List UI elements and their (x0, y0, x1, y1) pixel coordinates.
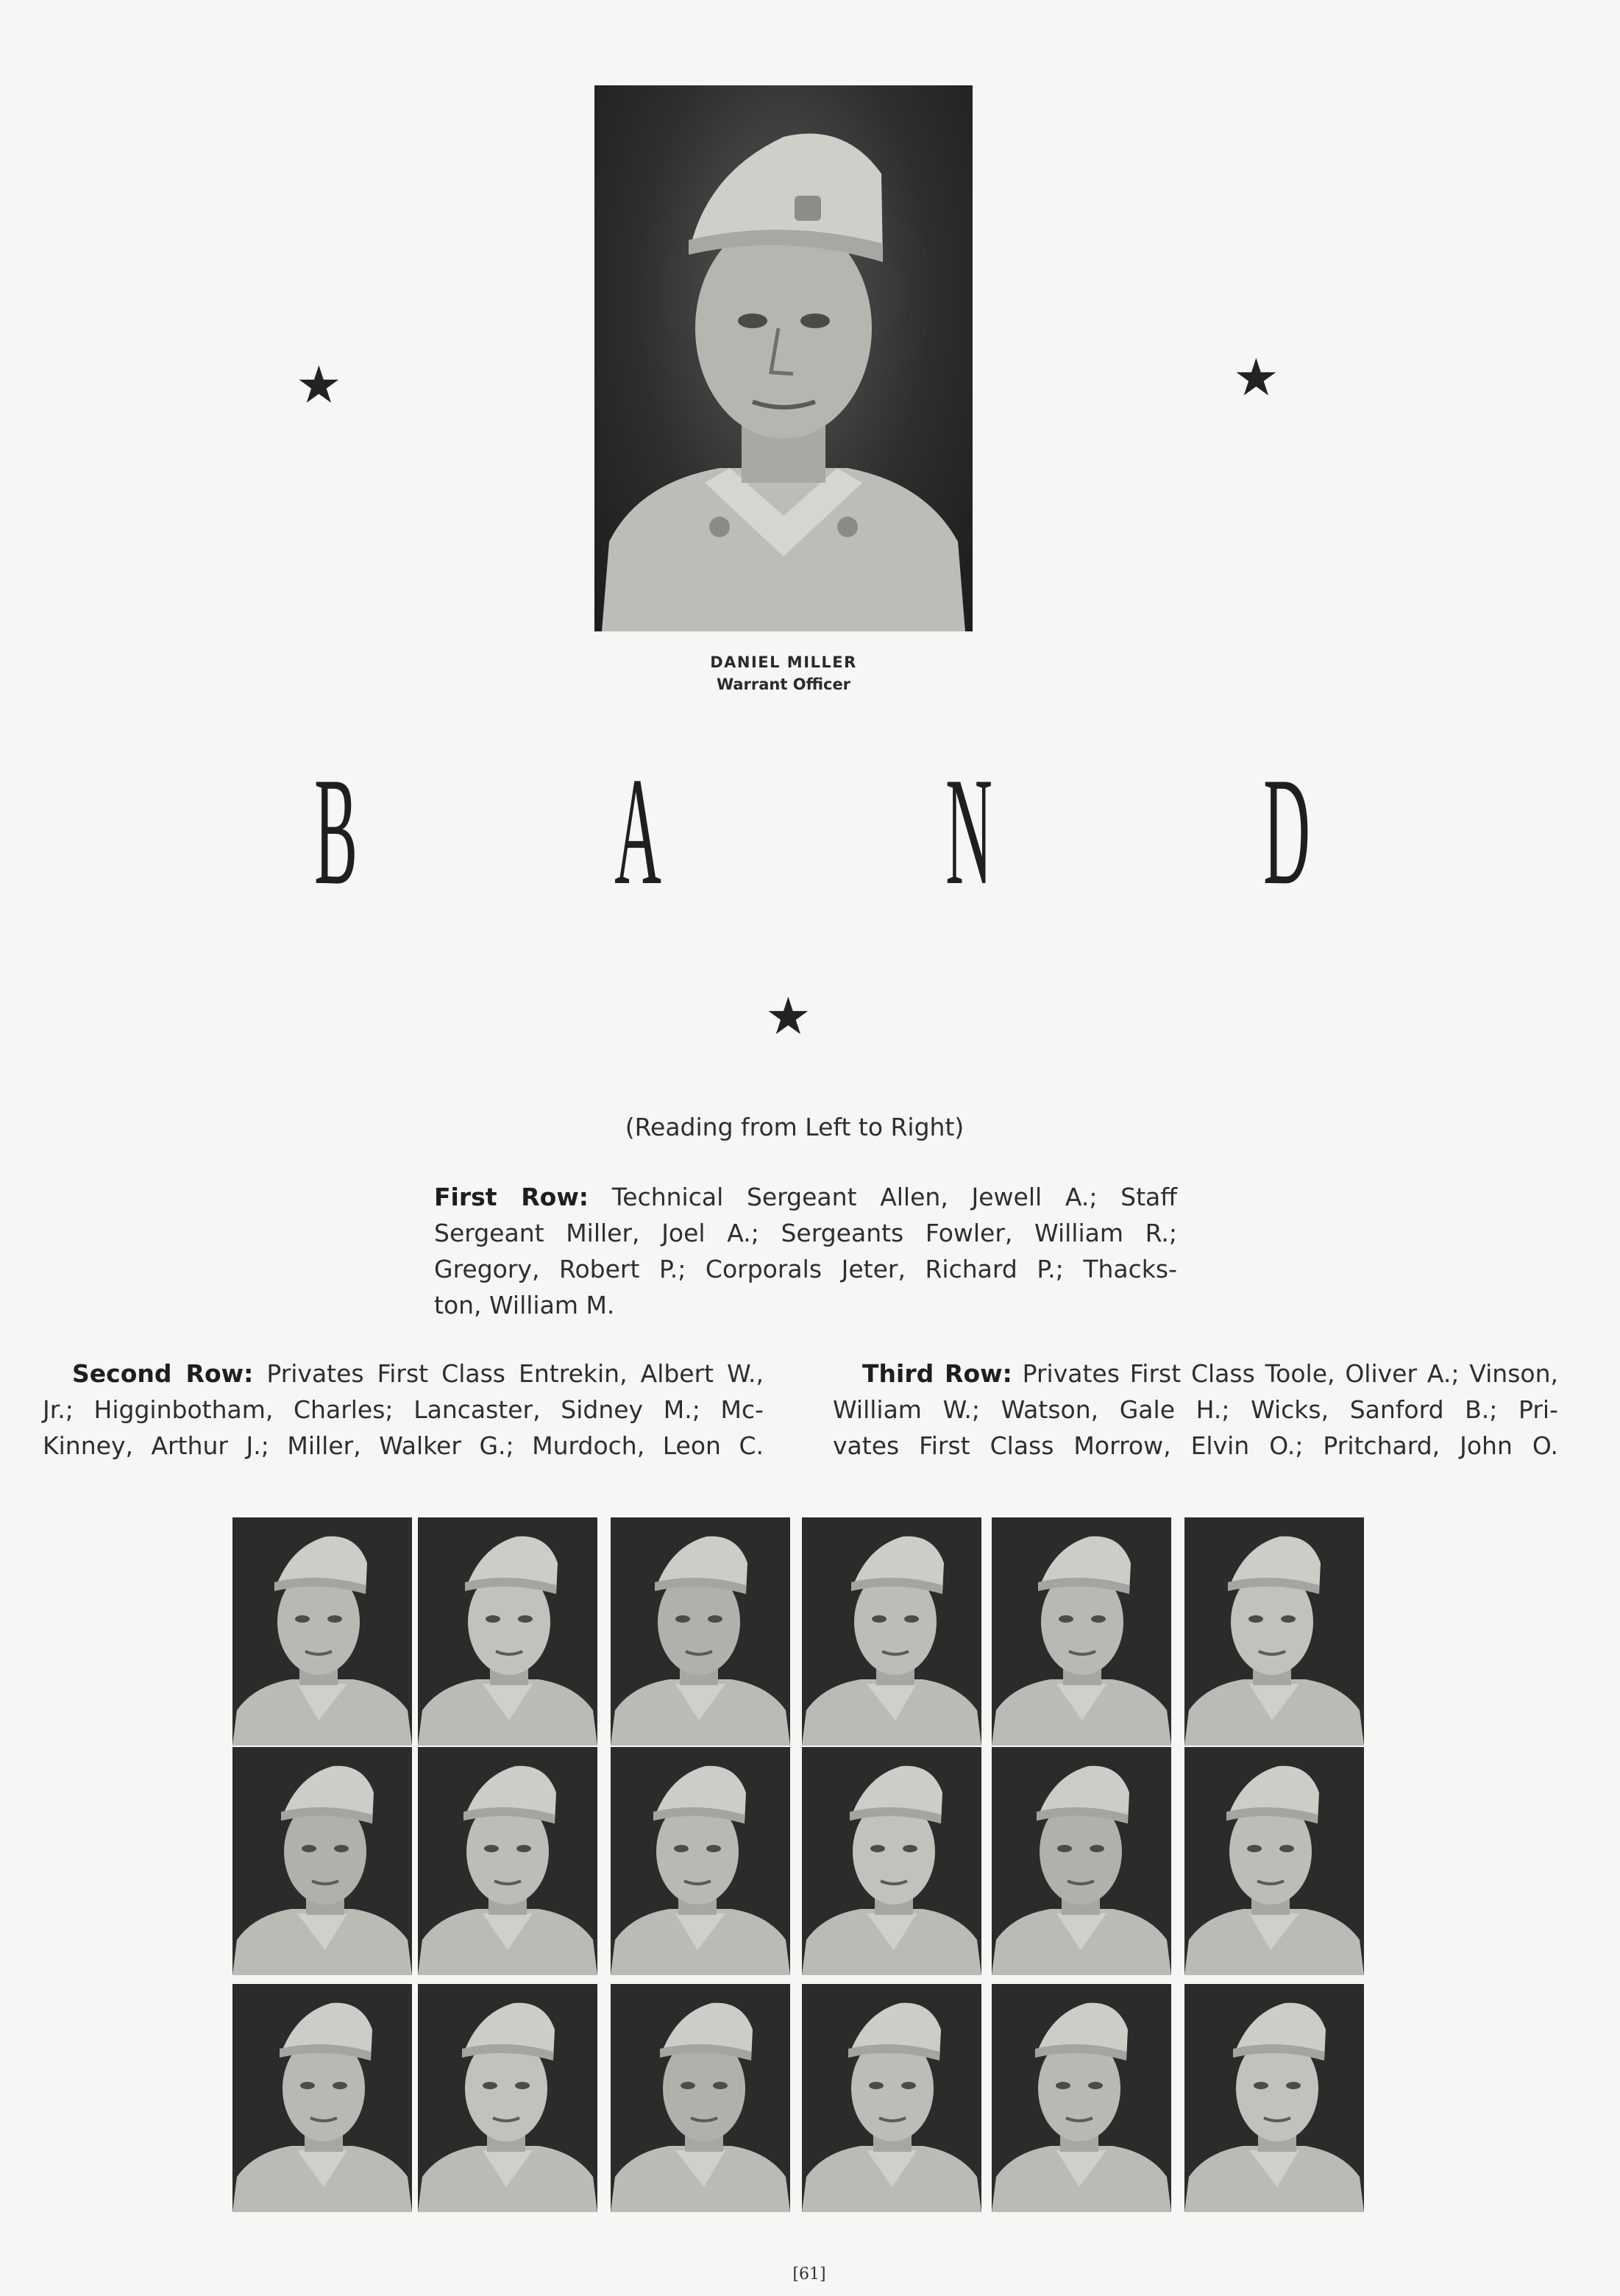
second-row-caption (43, 1356, 764, 1464)
officer-rank-caption: Warrant Officer (716, 676, 851, 693)
first-row-caption (434, 1179, 1177, 1323)
member-portrait-photo (802, 1984, 981, 2212)
member-portrait-photo (232, 1747, 412, 1975)
member-portrait-photo (418, 1984, 597, 2212)
member-portrait-photo (611, 1984, 790, 2212)
member-portrait-photo (418, 1517, 597, 1746)
first-row-line-1 (434, 1179, 1177, 1215)
band-members-photo-grid (232, 1513, 1368, 2219)
title-letter-a: A (614, 746, 661, 917)
second-row-label: Second Row: (72, 1359, 254, 1388)
member-portrait-photo (992, 1747, 1171, 1975)
title-letter-d: D (1263, 746, 1310, 917)
member-portrait-photo (611, 1517, 790, 1746)
member-portrait-photo (802, 1517, 981, 1746)
member-portrait-photo (992, 1984, 1171, 2212)
member-portrait-photo (232, 1984, 412, 2212)
member-portrait-photo (992, 1517, 1171, 1746)
second-row-text-1: Privates First Class Entrekin, Albert W., (266, 1359, 764, 1388)
second-row-line-1 (43, 1356, 764, 1392)
member-portrait-photo (418, 1747, 597, 1975)
member-portrait-photo (1184, 1747, 1364, 1975)
first-row-line-3: Gregory, Robert P.; Corporals Jeter, Richard P.; Thacks- (434, 1255, 1177, 1283)
first-row-text-1: Technical Sergeant Allen, Jewell A.; Staff (611, 1183, 1177, 1211)
member-portrait-photo (611, 1747, 790, 1975)
third-row-caption (833, 1356, 1558, 1464)
officer-name-caption: DANIEL MILLER (710, 653, 857, 671)
second-row-line-2: Jr.; Higginbotham, Charles; Lancaster, Sidney M.; Mc- (43, 1395, 764, 1424)
third-row-line-3: vates First Class Morrow, Elvin O.; Pritchard, John O. (833, 1431, 1558, 1460)
third-row-line-1 (833, 1356, 1558, 1392)
reading-order-note: (Reading from Left to Right) (625, 1113, 964, 1141)
third-row-label: Third Row: (862, 1359, 1012, 1388)
star-ornament-left: ★ (296, 355, 342, 415)
first-row-line-4: ton, William M. (434, 1291, 615, 1319)
member-portrait-photo (1184, 1984, 1364, 2212)
first-row-label: First Row: (434, 1183, 589, 1211)
page-number: [61] (792, 2265, 826, 2283)
third-row-line-2: William W.; Watson, Gale H.; Wicks, Sanford B.; Pri- (833, 1395, 1558, 1424)
member-portrait-photo (1184, 1517, 1364, 1746)
first-row-line-2: Sergeant Miller, Joel A.; Sergeants Fowler, William R.; (434, 1219, 1177, 1247)
member-portrait-photo (802, 1747, 981, 1975)
title-letter-b: B (314, 746, 358, 917)
third-row-text-1: Privates First Class Toole, Oliver A.; Vinson, (1022, 1359, 1559, 1388)
member-portrait-photo (232, 1517, 412, 1746)
officer-portrait-photo (594, 85, 973, 631)
star-ornament-right: ★ (1233, 347, 1279, 408)
title-letter-n: N (945, 746, 992, 917)
star-ornament-center: ★ (765, 986, 811, 1046)
second-row-line-3: Kinney, Arthur J.; Miller, Walker G.; Murdoch, Leon C. (43, 1431, 764, 1460)
